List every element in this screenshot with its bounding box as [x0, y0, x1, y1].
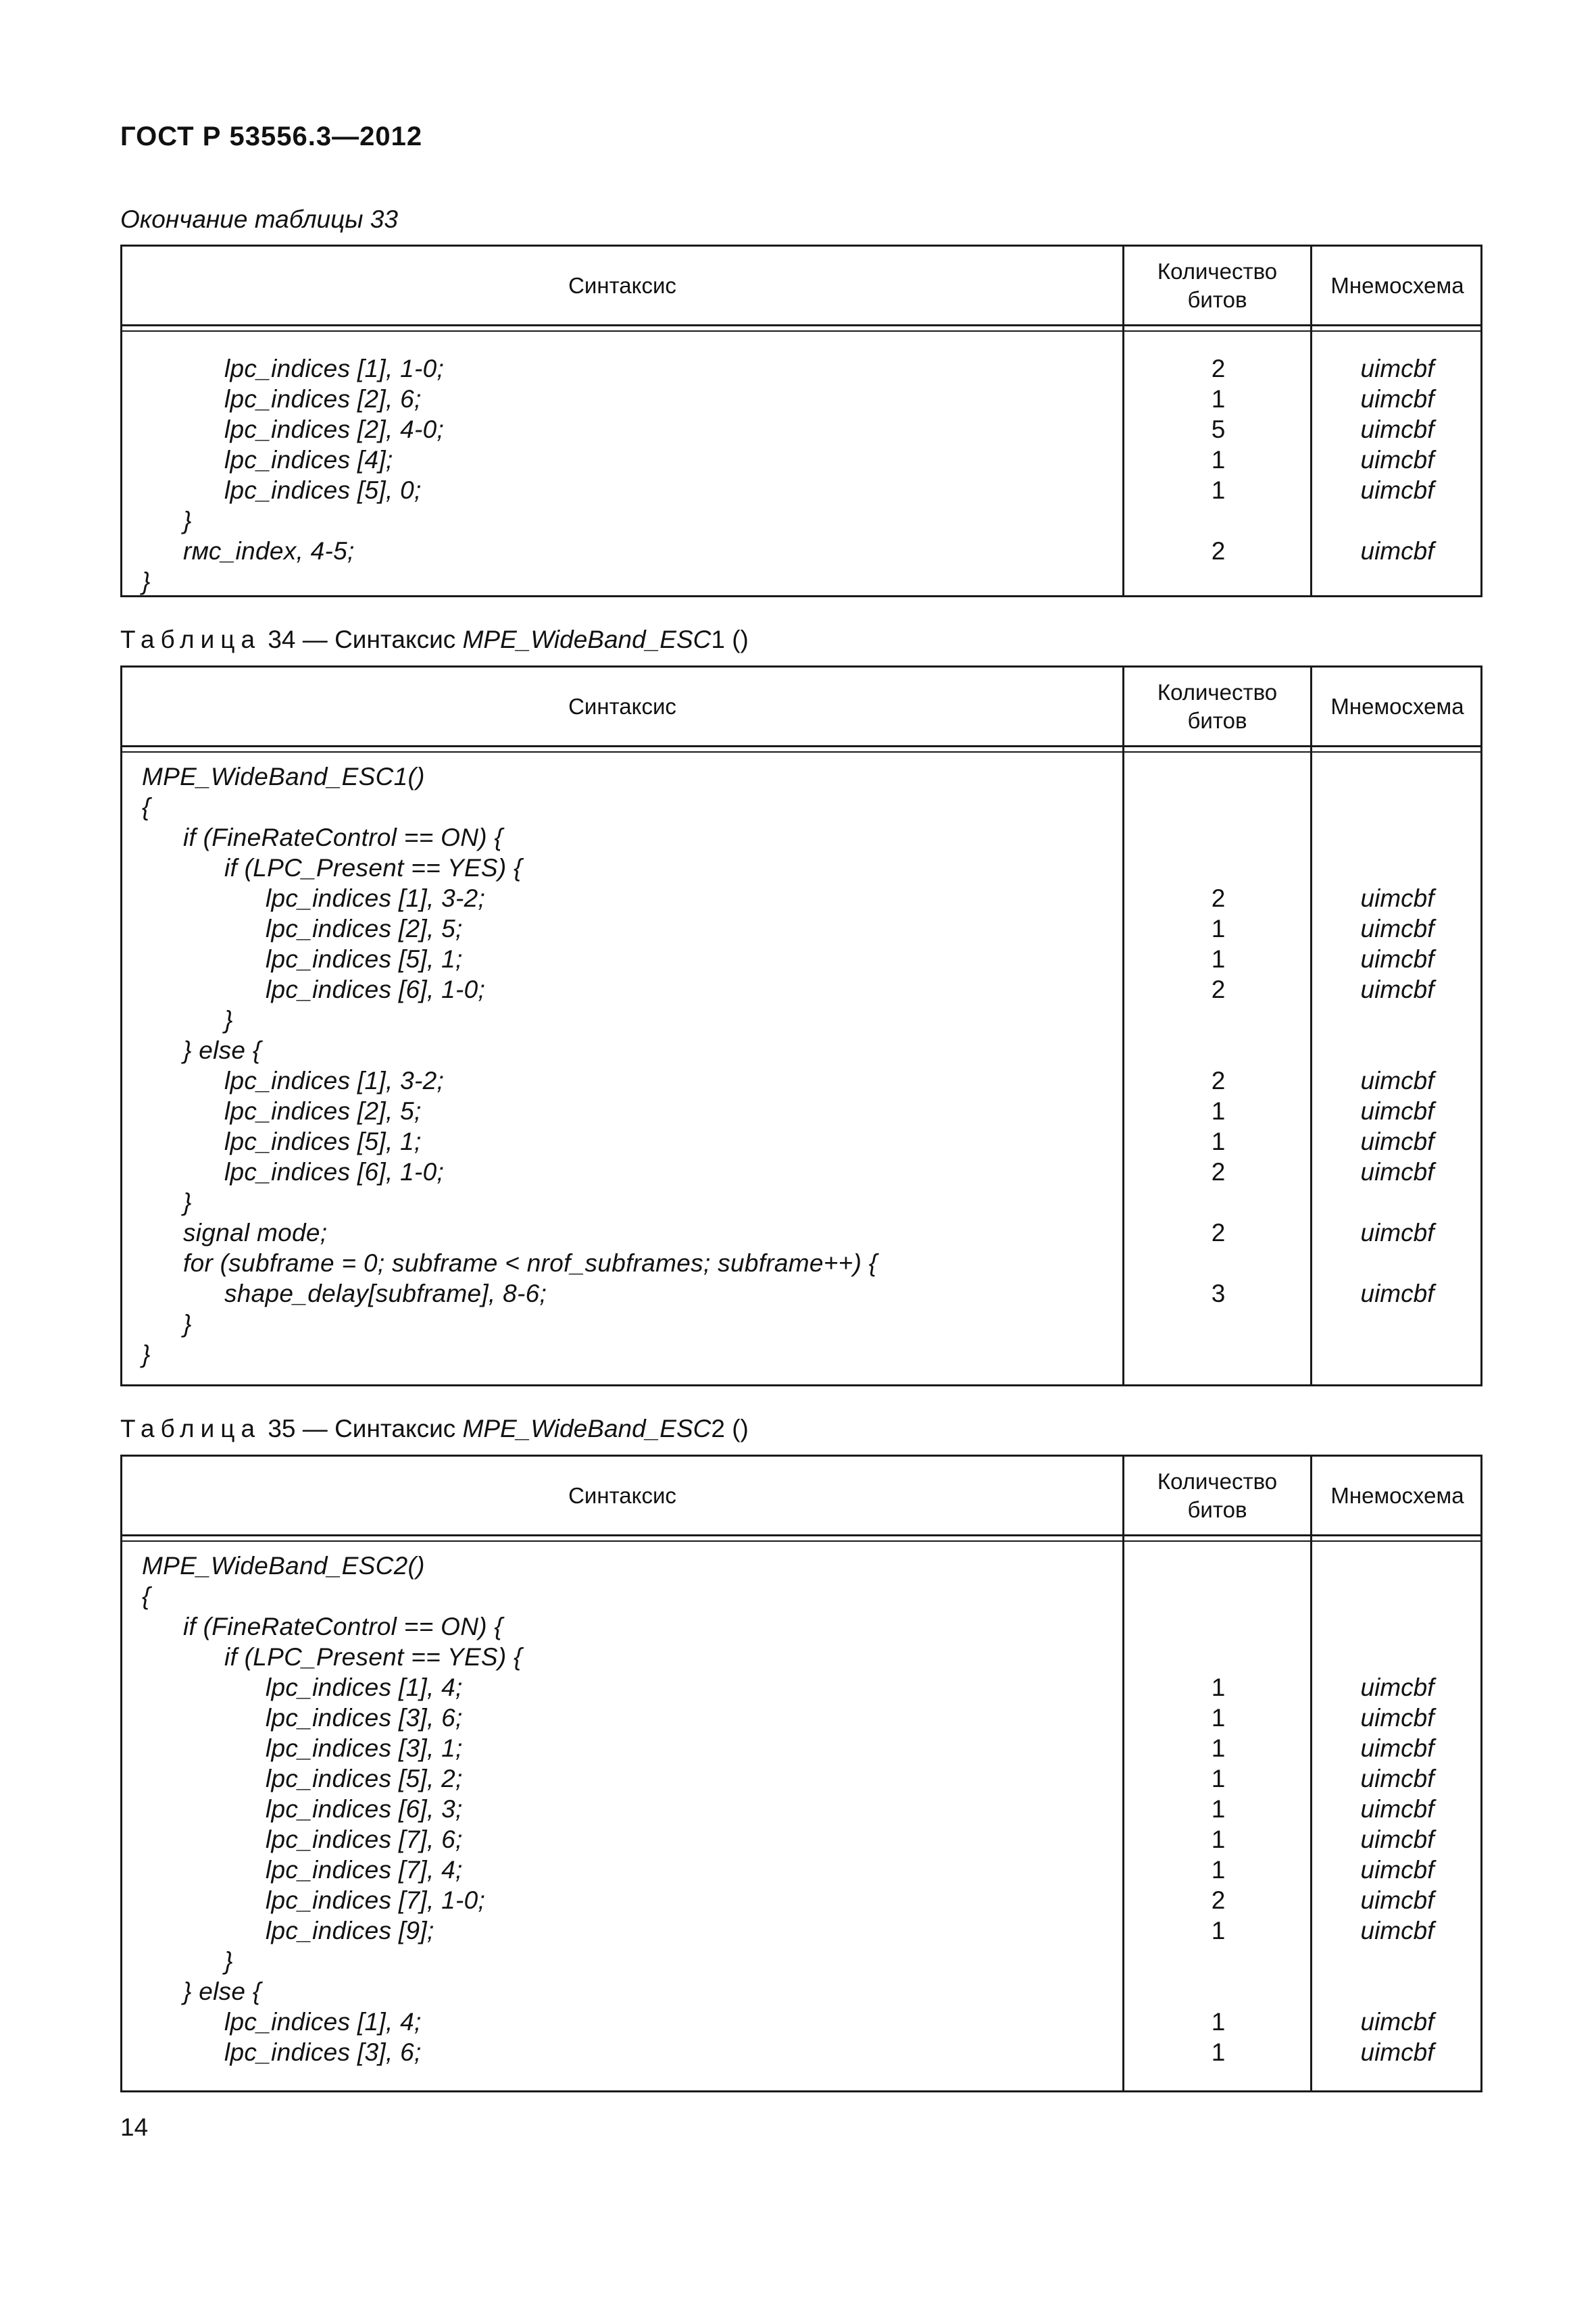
- mnemonic-cell: uimcbf: [1360, 915, 1435, 942]
- syntax-cell: lpc_indices [2], 4-0;: [224, 416, 445, 443]
- table-row: [122, 792, 1480, 822]
- mnemonic-cell: uimcbf: [1360, 446, 1435, 474]
- bits-cell: 1: [1211, 2008, 1226, 2036]
- table-row: [122, 1855, 1480, 1885]
- syntax-cell: if (FineRateControl == ON) {: [183, 824, 503, 851]
- syntax-cell: if (LPC_Present == YES) {: [224, 1643, 522, 1671]
- table-row: [122, 2037, 1480, 2067]
- table-33-caption: Окончание таблицы 33: [120, 205, 398, 233]
- table-33-continuation: [120, 245, 1482, 597]
- bits-cell: 1: [1211, 1128, 1226, 1155]
- table-row: [122, 1309, 1480, 1339]
- table-body: [122, 1551, 1480, 2067]
- bits-cell: 3: [1211, 1280, 1226, 1307]
- syntax-cell: lpc_indices [4];: [224, 446, 393, 474]
- syntax-cell: lpc_indices [7], 4;: [266, 1856, 463, 1884]
- syntax-cell: for (subframe = 0; subframe < nrof_subframes; subframe++) {: [183, 1249, 878, 1277]
- syntax-cell: MPE_WideBand_ESC2(): [142, 1552, 425, 1580]
- syntax-cell: }: [224, 1947, 233, 1975]
- table-row: [122, 1824, 1480, 1855]
- caption-number: 34 — Синтаксис: [268, 626, 456, 653]
- header-bits: Количество битов: [1157, 258, 1278, 312]
- caption-label: Таблица: [120, 626, 261, 653]
- table-35-caption: [120, 1414, 749, 1444]
- bits-cell: 1: [1211, 915, 1226, 942]
- bits-cell: 2: [1211, 976, 1226, 1003]
- table-row: [122, 1611, 1480, 1642]
- syntax-cell: lpc_indices [6], 3;: [266, 1795, 463, 1823]
- bits-cell: 1: [1211, 2038, 1226, 2066]
- header-mnemonic: Мнемосхема: [1330, 1482, 1464, 1508]
- bits-cell: 1: [1211, 476, 1226, 504]
- syntax-cell: lpc_indices [7], 6;: [266, 1826, 463, 1853]
- bits-cell: 1: [1211, 1674, 1226, 1701]
- table-row: [122, 1794, 1480, 1824]
- bits-cell: 2: [1211, 884, 1226, 912]
- table-row: [122, 1672, 1480, 1703]
- mnemonic-cell: uimcbf: [1360, 2008, 1435, 2036]
- syntax-cell: signal mode;: [183, 1219, 328, 1247]
- mnemonic-cell: uimcbf: [1360, 1219, 1435, 1247]
- table-row: [122, 1187, 1480, 1217]
- mnemonic-cell: uimcbf: [1360, 1886, 1435, 1914]
- bits-cell: 2: [1211, 355, 1226, 382]
- syntax-cell: }: [183, 1188, 192, 1216]
- table-row: [122, 1763, 1480, 1794]
- mnemonic-cell: uimcbf: [1360, 1856, 1435, 1884]
- table-row: [122, 1126, 1480, 1157]
- syntax-cell: lpc_indices [5], 2;: [266, 1765, 463, 1792]
- mnemonic-cell: uimcbf: [1360, 355, 1435, 382]
- syntax-cell: lpc_indices [3], 1;: [266, 1734, 463, 1762]
- bits-cell: 1: [1211, 1734, 1226, 1762]
- syntax-cell: lpc_indices [1], 4;: [224, 2008, 422, 2036]
- table-row: [122, 1915, 1480, 1946]
- table-row: [122, 475, 1480, 505]
- table-row: [122, 1642, 1480, 1672]
- table-row: [122, 761, 1480, 792]
- table-row: [122, 1065, 1480, 1096]
- mnemonic-cell: uimcbf: [1360, 416, 1435, 443]
- header-bits: Количество битов: [1157, 679, 1278, 733]
- syntax-cell: }: [183, 1310, 192, 1338]
- page-number: 14: [120, 2113, 149, 2141]
- syntax-cell: if (LPC_Present == YES) {: [224, 854, 522, 882]
- mnemonic-cell: uimcbf: [1360, 884, 1435, 912]
- mnemonic-cell: uimcbf: [1360, 1158, 1435, 1186]
- table-row: [122, 1551, 1480, 1581]
- header-syntax: Синтаксис: [568, 1482, 676, 1508]
- mnemonic-cell: uimcbf: [1360, 1734, 1435, 1762]
- table-row: [122, 2007, 1480, 2037]
- header-rule-double: [122, 330, 1480, 332]
- bits-cell: 1: [1211, 1765, 1226, 1792]
- syntax-cell: lpc_indices [5], 1;: [266, 945, 463, 973]
- syntax-cell: MPE_WideBand_ESC1(): [142, 763, 425, 790]
- bits-cell: 1: [1211, 1917, 1226, 1944]
- table-34: [120, 665, 1482, 1386]
- caption-name: MPE_WideBand_ESC: [462, 1415, 712, 1442]
- syntax-cell: lpc_indices [6], 1-0;: [224, 1158, 445, 1186]
- mnemonic-cell: uimcbf: [1360, 1826, 1435, 1853]
- syntax-cell: lpc_indices [9];: [266, 1917, 434, 1944]
- bits-cell: 1: [1211, 1826, 1226, 1853]
- table-row: [122, 1157, 1480, 1187]
- mnemonic-cell: uimcbf: [1360, 1795, 1435, 1823]
- syntax-cell: }: [142, 1340, 151, 1368]
- mnemonic-cell: uimcbf: [1360, 2038, 1435, 2066]
- table-row: [122, 1733, 1480, 1763]
- mnemonic-cell: uimcbf: [1360, 1765, 1435, 1792]
- syntax-cell: lpc_indices [5], 0;: [224, 476, 422, 504]
- table-row: [122, 1885, 1480, 1915]
- bits-cell: 1: [1211, 1704, 1226, 1732]
- bits-cell: 2: [1211, 1158, 1226, 1186]
- table-35: [120, 1455, 1482, 2092]
- syntax-cell: if (FineRateControl == ON) {: [183, 1613, 503, 1640]
- syntax-cell: lpc_indices [1], 3-2;: [266, 884, 486, 912]
- bits-cell: 2: [1211, 537, 1226, 565]
- mnemonic-cell: uimcbf: [1360, 1280, 1435, 1307]
- syntax-cell: lpc_indices [6], 1-0;: [266, 976, 486, 1003]
- table-row: [122, 1217, 1480, 1248]
- syntax-cell: } else {: [183, 1036, 261, 1064]
- caption-suffix: 1 (): [711, 626, 749, 653]
- header-rule: [122, 1534, 1480, 1536]
- syntax-cell: lpc_indices [2], 5;: [224, 1097, 422, 1125]
- bits-cell: 1: [1211, 1795, 1226, 1823]
- table-body: [122, 761, 1480, 1369]
- syntax-cell: }: [142, 568, 151, 595]
- caption-suffix: 2 (): [711, 1415, 749, 1442]
- syntax-cell: lpc_indices [1], 3-2;: [224, 1067, 445, 1095]
- syntax-cell: }: [224, 1006, 233, 1034]
- table-row: [122, 1703, 1480, 1733]
- syntax-cell: lpc_indices [3], 6;: [266, 1704, 463, 1732]
- table-row: [122, 1581, 1480, 1611]
- syntax-cell: lpc_indices [2], 6;: [224, 385, 422, 413]
- table-row: [122, 1976, 1480, 2007]
- caption-label: Таблица: [120, 1415, 261, 1442]
- syntax-cell: rмс_index, 4-5;: [183, 537, 355, 565]
- table-row: [122, 414, 1480, 445]
- syntax-cell: lpc_indices [1], 4;: [266, 1674, 463, 1701]
- bits-cell: 2: [1211, 1219, 1226, 1247]
- mnemonic-cell: uimcbf: [1360, 1674, 1435, 1701]
- syntax-cell: {: [142, 1582, 151, 1610]
- table-row: [122, 1035, 1480, 1065]
- table-row: [122, 853, 1480, 883]
- mnemonic-cell: uimcbf: [1360, 537, 1435, 565]
- table-34-caption: [120, 625, 749, 655]
- bits-cell: 1: [1211, 385, 1226, 413]
- syntax-cell: }: [183, 507, 192, 534]
- table-row: [122, 913, 1480, 944]
- syntax-cell: } else {: [183, 1978, 261, 2005]
- table-row: [122, 384, 1480, 414]
- syntax-cell: shape_delay[subframe], 8-6;: [224, 1280, 547, 1307]
- syntax-cell: lpc_indices [3], 6;: [224, 2038, 422, 2066]
- table-row: [122, 1339, 1480, 1369]
- table-row: [122, 1946, 1480, 1976]
- table-row: [122, 566, 1480, 597]
- header-mnemonic: Мнемосхема: [1330, 272, 1464, 298]
- table-row: [122, 1096, 1480, 1126]
- header-bits: Количество битов: [1157, 1468, 1278, 1522]
- header-rule: [122, 745, 1480, 747]
- header-rule-double: [122, 751, 1480, 753]
- table-row: [122, 974, 1480, 1005]
- table-row: [122, 1248, 1480, 1278]
- header-syntax: Синтаксис: [568, 693, 676, 719]
- table-row: [122, 536, 1480, 566]
- mnemonic-cell: uimcbf: [1360, 385, 1435, 413]
- mnemonic-cell: uimcbf: [1360, 976, 1435, 1003]
- syntax-cell: lpc_indices [1], 1-0;: [224, 355, 445, 382]
- bits-cell: 1: [1211, 945, 1226, 973]
- table-body: [122, 353, 1480, 597]
- mnemonic-cell: uimcbf: [1360, 1704, 1435, 1732]
- syntax-cell: lpc_indices [7], 1-0;: [266, 1886, 486, 1914]
- bits-cell: 1: [1211, 1856, 1226, 1884]
- bits-cell: 2: [1211, 1067, 1226, 1095]
- table-row: [122, 505, 1480, 536]
- bits-cell: 1: [1211, 1097, 1226, 1125]
- syntax-cell: {: [142, 793, 151, 821]
- table-row: [122, 353, 1480, 384]
- table-row: [122, 1278, 1480, 1309]
- mnemonic-cell: uimcbf: [1360, 1128, 1435, 1155]
- mnemonic-cell: uimcbf: [1360, 476, 1435, 504]
- header-syntax: Синтаксис: [568, 272, 676, 298]
- header-mnemonic: Мнемосхема: [1330, 693, 1464, 719]
- caption-number: 35 — Синтаксис: [268, 1415, 456, 1442]
- syntax-cell: lpc_indices [5], 1;: [224, 1128, 422, 1155]
- table-row: [122, 883, 1480, 913]
- header-rule: [122, 324, 1480, 326]
- document-id: ГОСТ Р 53556.3—2012: [120, 122, 423, 151]
- syntax-cell: lpc_indices [2], 5;: [266, 915, 463, 942]
- header-rule-double: [122, 1540, 1480, 1542]
- mnemonic-cell: uimcbf: [1360, 1097, 1435, 1125]
- mnemonic-cell: uimcbf: [1360, 1917, 1435, 1944]
- table-row: [122, 822, 1480, 853]
- mnemonic-cell: uimcbf: [1360, 945, 1435, 973]
- bits-cell: 5: [1211, 416, 1226, 443]
- table-row: [122, 944, 1480, 974]
- mnemonic-cell: uimcbf: [1360, 1067, 1435, 1095]
- bits-cell: 2: [1211, 1886, 1226, 1914]
- table-row: [122, 445, 1480, 475]
- caption-name: MPE_WideBand_ESC: [462, 626, 712, 653]
- table-row: [122, 1005, 1480, 1035]
- bits-cell: 1: [1211, 446, 1226, 474]
